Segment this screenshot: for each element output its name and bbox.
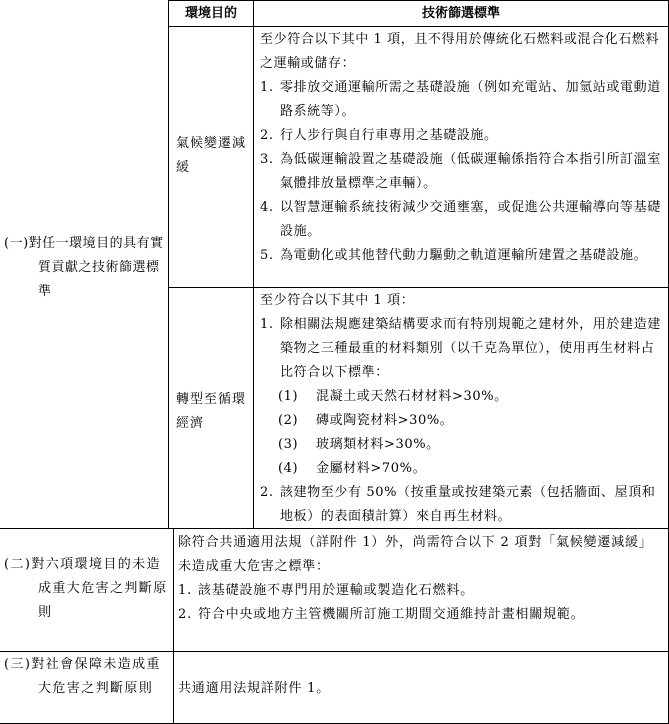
sub-item: (2) 磚或陶瓷材料>30%。	[278, 413, 454, 428]
section-3-label: (三)對社會保障未造成重大危害之判斷原則	[4, 657, 161, 696]
header-criteria: 技術篩選標準	[421, 6, 500, 21]
border-line	[168, 0, 169, 528]
criteria-intro: 至少符合以下其中 1 項，且不得用於傳統化石燃料或混合化石燃料之運輸或儲存：	[260, 32, 660, 71]
list-item: 4. 以智慧運輸系統技術減少交通壅塞，或促進公共運輸導向等基礎設施。	[260, 200, 661, 239]
criteria-intro: 至少符合以下其中 1 項：	[260, 293, 415, 308]
sub-item: (1) 混凝土或天然石材材料>30%。	[278, 389, 508, 404]
border-line	[0, 651, 669, 652]
section-3-criteria: 共通適用法規詳附件 1。	[178, 681, 331, 696]
list-item: 2. 該建物至少有 50%（按重量或按建築元素（包括牆面、屋頂和地板）的表面積計算）來自再生材料。	[260, 485, 656, 524]
objective-climate: 氣候變遷減緩	[176, 136, 247, 175]
objective-circular: 轉型至循環經濟	[176, 392, 247, 431]
border-line	[168, 287, 669, 288]
sub-item: (3) 玻璃類材料>30%。	[278, 437, 440, 452]
list-item: 2. 符合中央或地方主管機關所訂施工期間交通維持計畫相關規範。	[178, 607, 585, 622]
criteria-circular	[260, 289, 664, 527]
criteria-climate	[260, 28, 664, 286]
header-objective: 環境目的	[184, 6, 237, 21]
section-1-label: (一)對任一環境目的具有實質貢獻之技術篩選標準	[4, 236, 164, 299]
border-line	[168, 26, 669, 27]
list-item: 1. 除相關法規應建築結構要求而有特別規範之建材外，用於建造建築物之三種最重的材料類別（以千克為單位），使用再生材料占比符合以下標準：	[260, 317, 661, 380]
border-line	[253, 0, 254, 528]
list-item: 3. 為低碳運輸設置之基礎設施（低碳運輸係指符合本指引所訂溫室氣體排放量標準之車輛）。	[260, 152, 661, 191]
sub-item: (4) 金屬材料>70%。	[278, 461, 427, 476]
list-item: 1. 該基礎設施不專門用於運輸或製造化石燃料。	[178, 583, 475, 598]
section-2-criteria	[178, 531, 664, 649]
section-2-label: (二)對六項環境目的未造成重大危害之判斷原則	[4, 557, 168, 620]
list-item: 2. 行人步行與自行車專用之基礎設施。	[260, 128, 498, 143]
list-item: 1. 零排放交通運輸所需之基礎設施（例如充電站、加氫站或電動道路系統等）。	[260, 80, 661, 119]
criteria-intro: 除符合共通適用法規（詳附件 1）外，尚需符合以下 2 項對「氣候變遷減緩」未造成重大危害之標準：	[178, 535, 653, 574]
border-line	[173, 528, 174, 724]
border-line	[0, 528, 669, 529]
list-item: 5. 為電動化或其他替代動力驅動之軌道運輸所建置之基礎設施。	[260, 248, 648, 263]
